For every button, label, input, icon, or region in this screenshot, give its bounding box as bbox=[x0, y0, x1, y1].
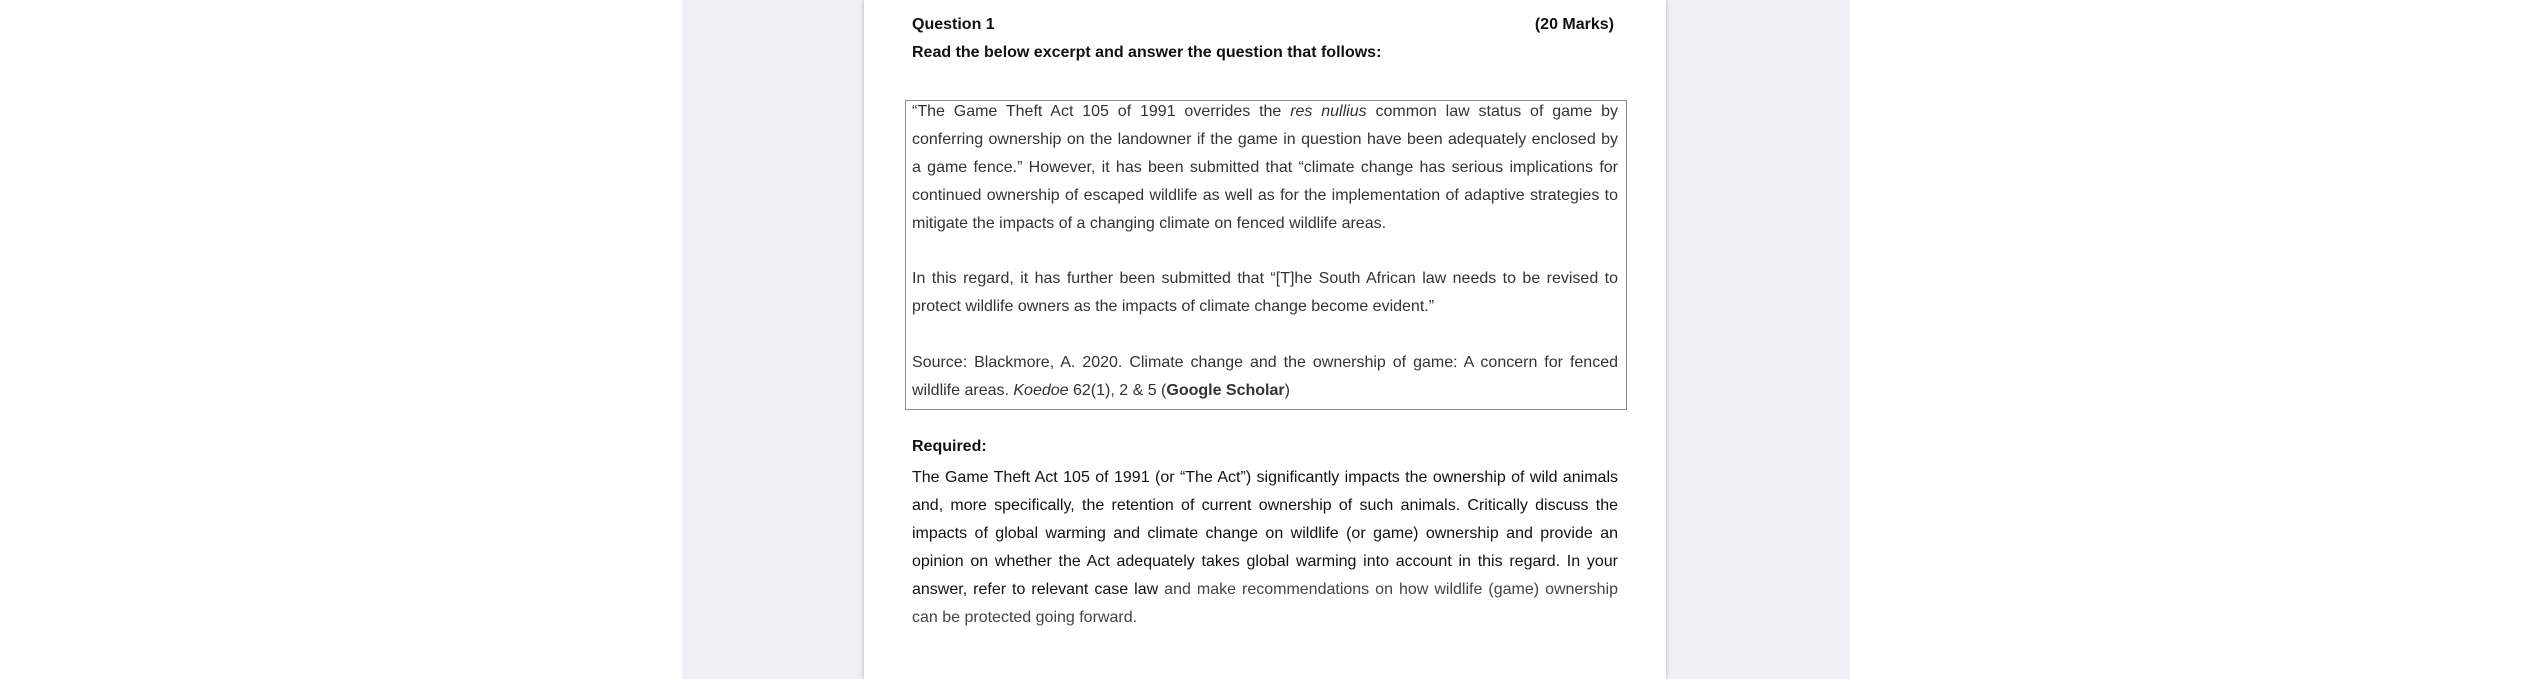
document-page bbox=[864, 0, 1666, 679]
excerpt-paragraph-2: In this regard, it has further been submitted that “[T]he South African law needs to be revised to protect wildlife owners as the impacts of climate change become evident.” bbox=[912, 270, 1618, 315]
excerpt-p1-start: “The Game Theft Act 105 of 1991 overrides the bbox=[912, 103, 1291, 120]
source-journal: Koedoe bbox=[1013, 382, 1069, 399]
required-label: Required: bbox=[912, 438, 987, 455]
question-marks: (20 Marks) bbox=[1534, 16, 1614, 33]
excerpt-paragraph-1 bbox=[912, 98, 1618, 238]
question-header bbox=[912, 16, 1614, 36]
question-instruction: Read the below excerpt and answer the question that follows: bbox=[912, 44, 1382, 61]
required-text-main: The Game Theft Act 105 of 1991 (or “The Act”) significantly impacts the ownership of wild animals and, more specifically, the retention of current ownership of such animals. Critically discuss the impacts of global warming and climate change on wildlife (or game) ownership and provide an opinion on whether the Act adequately takes global warming into account in this regard. In your answer, refer to relevant case law bbox=[912, 469, 1618, 598]
excerpt-p1-italic-term: res nullius bbox=[1290, 103, 1367, 120]
required-text bbox=[912, 464, 1618, 632]
required-text-tail: and make recommendations on how wildlife (game) ownership can be protected going forward. bbox=[912, 581, 1618, 626]
source-citation-end: ) bbox=[1284, 382, 1290, 399]
question-title: Question 1 bbox=[912, 16, 995, 33]
google-scholar-link[interactable]: Google Scholar bbox=[1166, 382, 1285, 399]
excerpt-source bbox=[912, 349, 1618, 405]
source-citation-mid: 62(1), 2 & 5 ( bbox=[1068, 382, 1167, 399]
excerpt-p1-end: common law status of game by conferring ownership on the landowner if the game in question have been adequately enclosed by a game fence.” However, it has been submitted that “climate change has serious implications for continued ownership of escaped wildlife as well as for the implementation of adaptive strategies to mitigate the impacts of a changing climate on fenced wildlife areas. bbox=[912, 103, 1619, 232]
source-citation-start: Source: Blackmore, A. 2020. Climate change and the ownership of game: A concern for fenced wildlife areas. bbox=[912, 354, 1618, 399]
